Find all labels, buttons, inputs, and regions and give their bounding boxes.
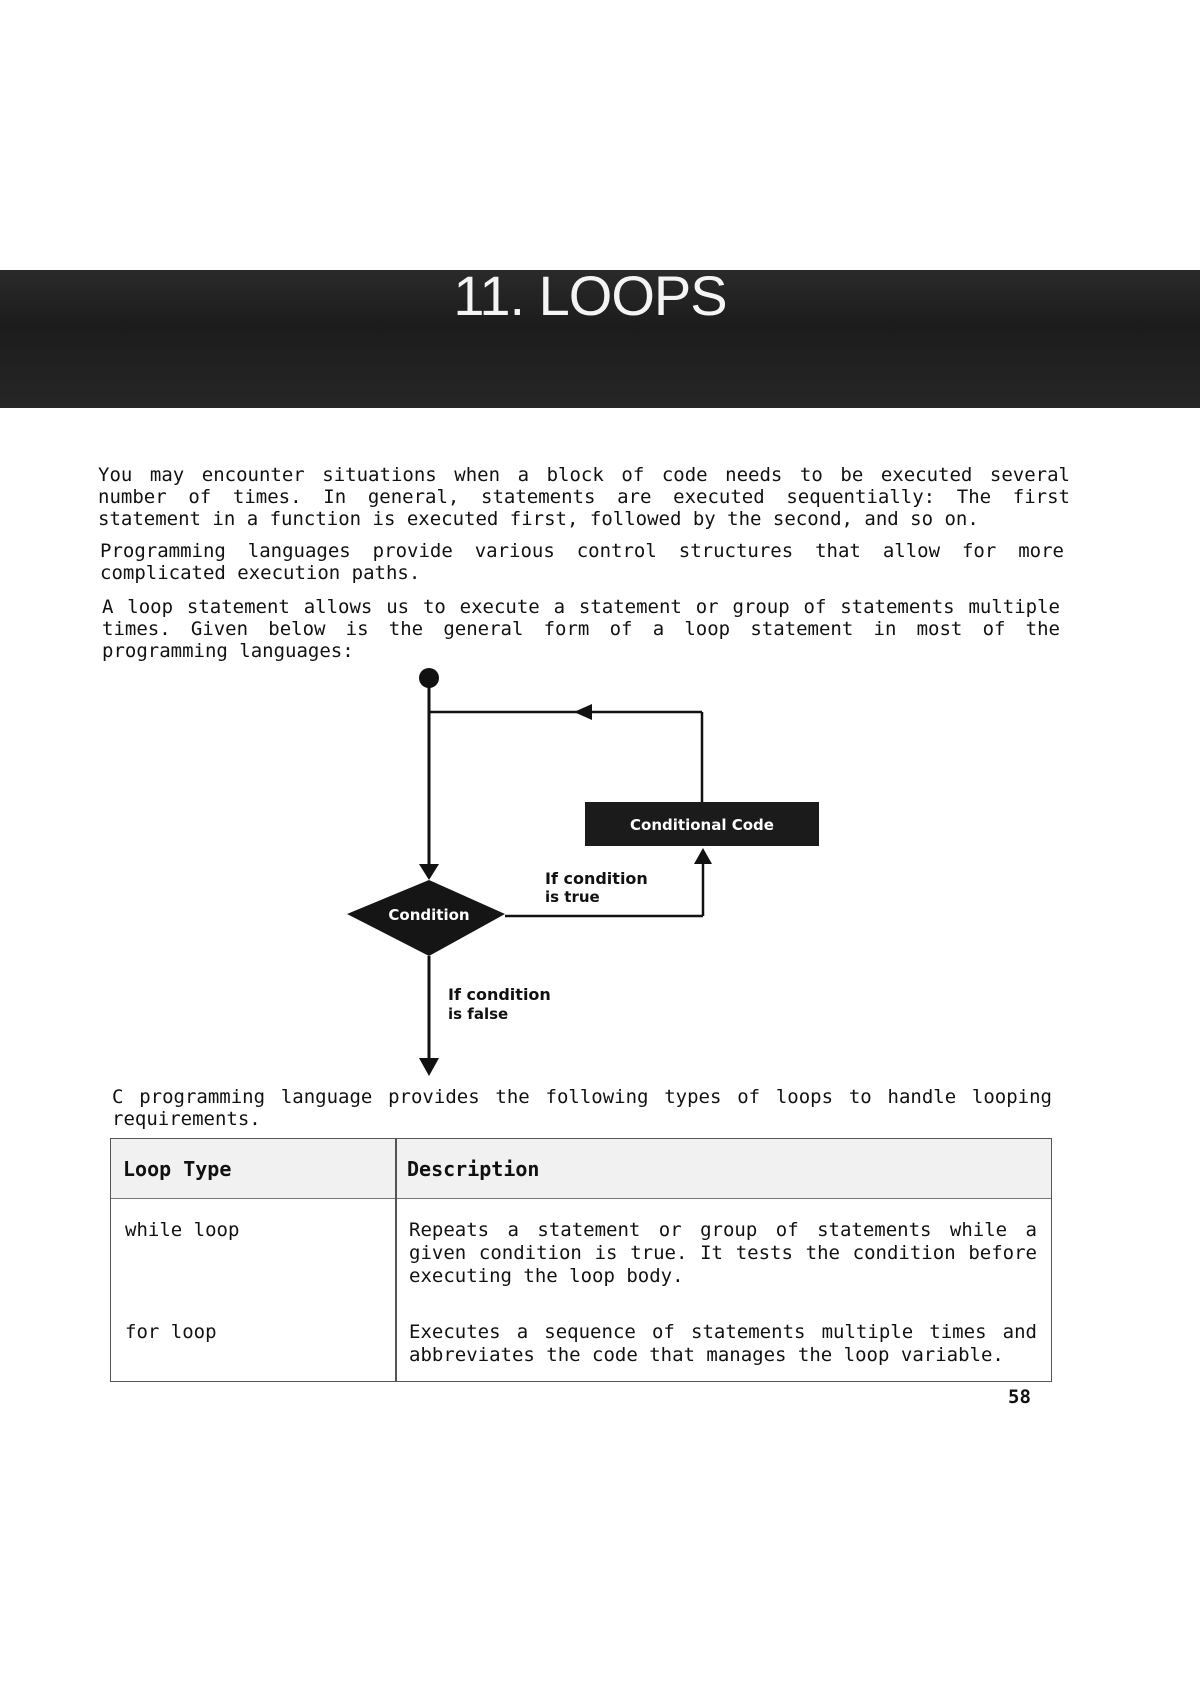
arrowhead-into-conditional-code [694,848,712,864]
row-loop-type: for loop [125,1321,217,1343]
intro-paragraph: You may encounter situations when a block of code needs to be executed several number of times. In general, statements are executed sequentially: The first statement in a function is executed first, followed by the second, and so on. [98,464,1070,530]
false-label-line2: is false [448,1005,509,1023]
false-label-line1: If condition [448,985,551,1004]
arrowhead-false-exit [419,1058,439,1076]
row-description: Repeats a statement or group of statements while a given condition is true. It tests the condition before executing the loop body. [409,1219,1037,1287]
row-description: Executes a sequence of statements multiple times and abbreviates the code that manages the loop variable. [409,1321,1037,1366]
conditional-code-label: Conditional Code [630,816,774,834]
arrowhead-into-condition [419,864,439,880]
loop-statement-paragraph: A loop statement allows us to execute a statement or group of statements multiple times. Given below is the general form of a loop statement in most of the programming languages: [102,596,1060,662]
chapter-title: 11. LOOPS [453,264,727,327]
condition-label: Condition [388,906,470,924]
true-label-line1: If condition [545,869,648,888]
control-structures-paragraph: Programming languages provide various control structures that allow for more complicated execution paths. [100,540,1064,584]
true-label-line2: is true [545,888,600,906]
arrowhead-return [574,704,592,720]
table-column-divider [395,1139,397,1381]
loop-types-table [110,1138,1052,1382]
loop-flowchart [330,668,850,1088]
table-header-row [111,1139,1051,1199]
loop-types-intro-paragraph: C programming language provides the following types of loops to handle looping requirements. [112,1086,1052,1130]
flowchart-svg [330,668,850,1088]
flowchart-start-node [419,668,439,688]
row-loop-type: while loop [125,1219,240,1241]
page-number: 58 [1008,1386,1031,1408]
header-loop-type: Loop Type [123,1157,232,1181]
header-description: Description [407,1157,540,1181]
